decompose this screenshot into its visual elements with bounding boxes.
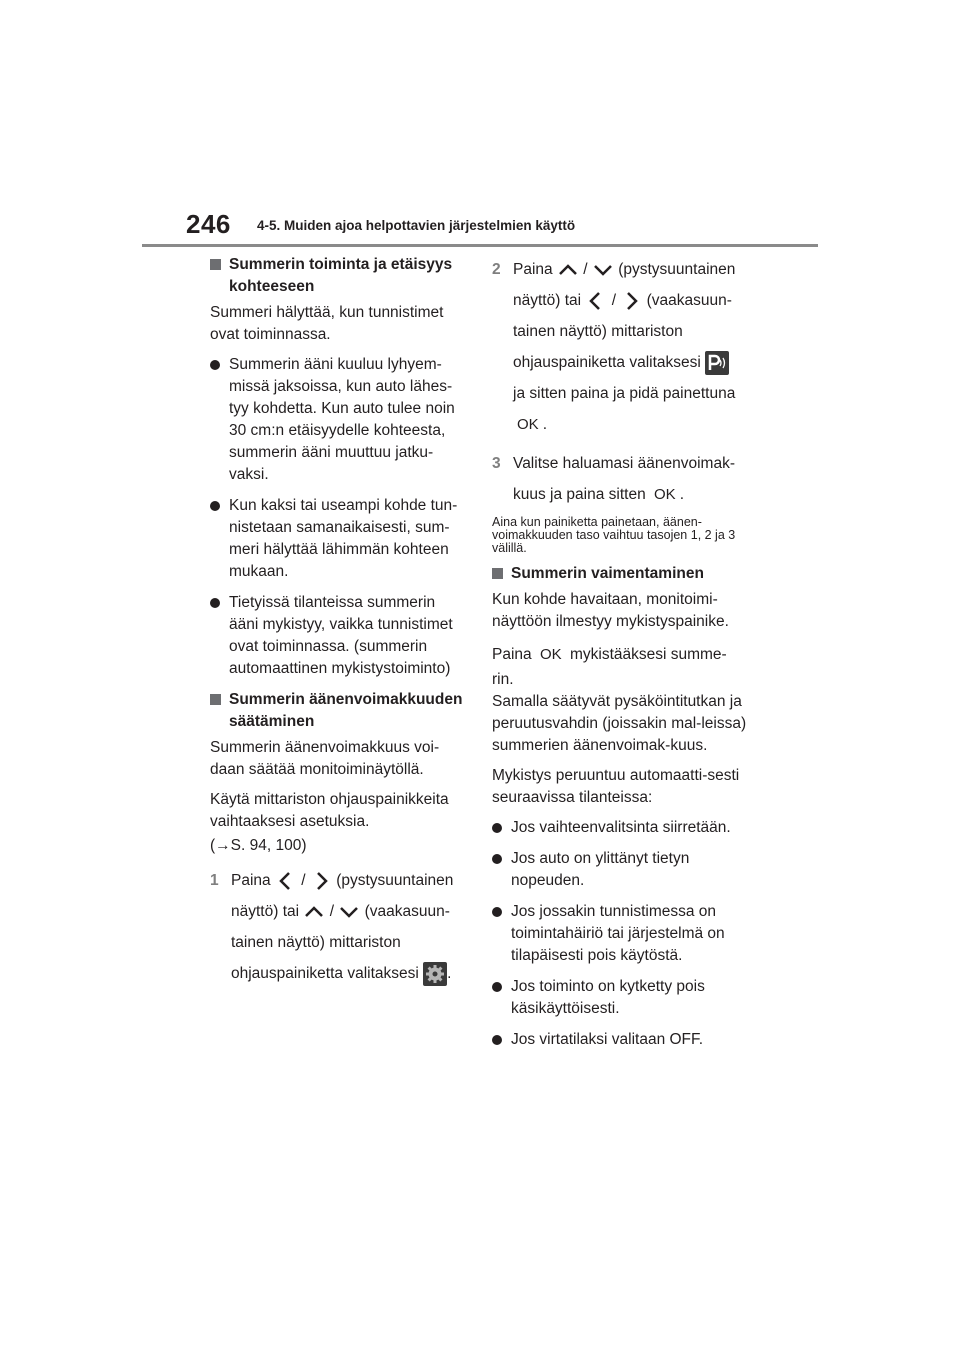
bullet-text: Jos toiminto on kytketty pois käsikäyttöisesti. (511, 978, 705, 1017)
step-text: . (447, 965, 452, 982)
paragraph: Käytä mittariston ohjauspainikkeita vaihtaaksesi asetuksia. (210, 791, 449, 830)
chevron-right-icon (620, 290, 642, 312)
chevron-right-icon (310, 870, 332, 892)
step-text: ohjauspainiketta valitaksesi (231, 965, 419, 982)
heading-buzzer-mute (492, 563, 762, 585)
bullet-dot (492, 854, 502, 864)
step-text: (pystysuuntainen (618, 261, 736, 278)
right-column (492, 254, 762, 1060)
bullet-text: Kun kaksi tai useampi kohde tun-nistetaan samanaikaisesti, sum-meri hälyttää lähimmän kohteen mukaan. (229, 497, 458, 580)
ok-button-symbol: OK (654, 486, 676, 503)
bullet-text: Jos auto on ylittänyt tietyn nopeuden. (511, 850, 690, 889)
bullet-text: Summerin ääni kuuluu lyhyem-missä jaksoissa, kun auto lähes-tyy kohdetta. Kun auto tulee noin 30 cm:n etäisyydelle kohteesta, summerin ääni muuttuu jatku-vaksi. (229, 356, 455, 483)
heading-marker (210, 259, 221, 270)
step-text: . (542, 416, 547, 433)
step-2 (492, 254, 762, 440)
paragraph: Summerin äänenvoimakkuus voi-daan säätää monitoiminäytöllä. (210, 739, 440, 778)
page-number: 246 (186, 209, 231, 239)
bullet-dot (492, 907, 502, 917)
heading-text: Summerin vaimentaminen (511, 565, 704, 582)
chevron-left-icon (585, 290, 607, 312)
step-text: (vaakasuun- (364, 903, 450, 920)
heading-text: Summerin äänenvoimakkuuden säätäminen (229, 691, 463, 730)
paragraph: rin. (492, 671, 514, 688)
heading-text: Summerin toiminta ja etäisyys kohteeseen (229, 256, 453, 295)
step-text: . (679, 486, 685, 503)
bullet-dot (210, 501, 220, 511)
step-text: (vaakasuun- (646, 292, 732, 309)
ok-button-symbol: OK (517, 416, 539, 433)
paragraph: Samalla säätyvät pysäköintitutkan ja peruutusvahdin (joissakin mal-leissa) summerien äänenvoimak-kuus. (492, 693, 747, 754)
chevron-up-icon (303, 903, 325, 921)
bullet-dot (492, 1035, 502, 1045)
bullet-text: Jos virtatilaksi valitaan OFF. (511, 1031, 704, 1048)
list-item (210, 354, 468, 486)
heading-buzzer-operation (210, 254, 468, 298)
heading-marker (492, 568, 503, 579)
step-text: tainen näyttö) mittariston (231, 934, 401, 951)
gear-icon (423, 962, 447, 986)
step-text: Valitse haluamasi äänenvoimak- (513, 455, 735, 472)
step-number: 2 (492, 261, 501, 278)
slash: / (301, 872, 306, 889)
list-item (492, 901, 762, 967)
list-item (492, 817, 762, 839)
step-3 (492, 448, 762, 510)
step-text: kuus ja paina sitten (513, 486, 646, 503)
list-item (210, 495, 468, 583)
step-number: 1 (210, 872, 219, 889)
note-text: Aina kun painiketta painetaan, äänen-voimakkuuden taso vaihtuu tasojen 1, 2 ja 3 välillä. (492, 515, 736, 555)
bullet-dot (492, 982, 502, 992)
slash: / (583, 261, 588, 278)
step-text: (pystysuuntainen (336, 872, 454, 889)
bullet-dot (210, 360, 220, 370)
list-item (492, 1029, 762, 1051)
page-reference: (→S. 94, 100) (210, 837, 307, 854)
step-text: ja sitten paina ja pidä painettuna (513, 385, 736, 402)
list-item (492, 848, 762, 892)
paragraph: Mykistys peruuntuu automaatti-sesti seuraavissa tilanteissa: (492, 767, 740, 806)
bullet-text: Tietyissä tilanteissa summerin ääni mykistyy, vaikka tunnistimet ovat toiminnassa. (summerin automaattinen mykistystoiminto) (229, 594, 453, 677)
heading-volume-adjust (210, 689, 468, 733)
paragraph: Kun kohde havaitaan, monitoimi-näyttöön ilmestyy mykistyspainike. (492, 591, 729, 630)
list-item (210, 592, 468, 680)
slash: / (329, 903, 334, 920)
chevron-up-icon (557, 261, 579, 279)
step-1 (210, 865, 468, 989)
bullet-text: Jos vaihteenvalitsinta siirretään. (511, 819, 731, 836)
step-text: Paina (513, 261, 553, 278)
ok-button-symbol: OK (539, 646, 562, 663)
chevron-down-icon (338, 903, 360, 921)
bullet-dot (492, 823, 502, 833)
step-text: ohjauspainiketta valitaksesi (513, 354, 701, 371)
paragraph-text: Paina (492, 646, 532, 663)
step-text: näyttö) tai (513, 292, 582, 309)
step-text: näyttö) tai (231, 903, 300, 920)
bullet-dot (210, 598, 220, 608)
header-divider (142, 244, 818, 247)
section-title: 4-5. Muiden ajoa helpottavien järjestelmien käyttö (257, 218, 576, 233)
heading-marker (210, 694, 221, 705)
left-column (210, 254, 468, 999)
step-number: 3 (492, 455, 501, 472)
step-text: tainen näyttö) mittariston (513, 323, 683, 340)
chevron-left-icon (275, 870, 297, 892)
parking-sensor-icon (705, 351, 729, 375)
paragraph: Summeri hälyttää, kun tunnistimet ovat toiminnassa. (210, 304, 444, 343)
chevron-down-icon (592, 261, 614, 279)
step-text: Paina (231, 872, 271, 889)
slash: / (611, 292, 616, 309)
paragraph-text: mykistääksesi summe- (569, 646, 727, 663)
list-item (492, 976, 762, 1020)
bullet-text: Jos jossakin tunnistimessa on toimintahäiriö tai järjestelmä on tilapäisesti pois käytöstä. (511, 903, 725, 964)
paragraph (492, 641, 762, 669)
